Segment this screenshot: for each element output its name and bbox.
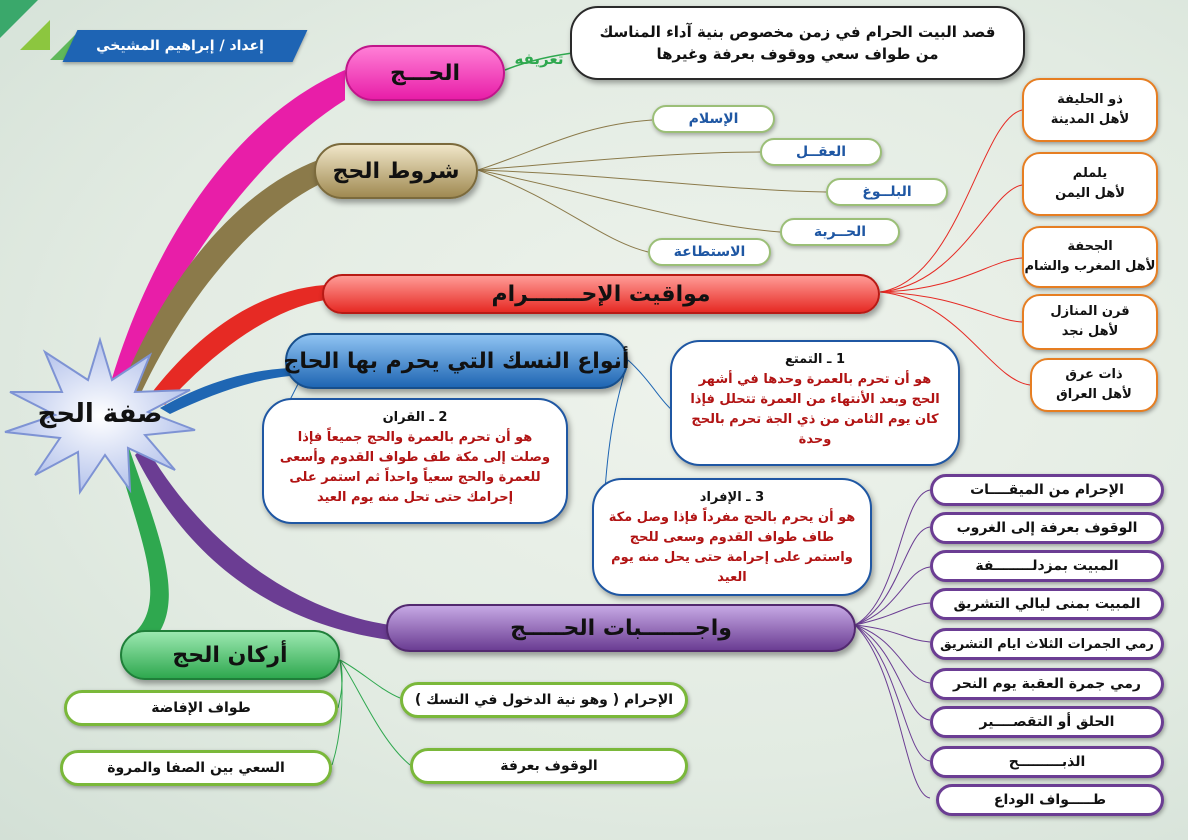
central-topic: صفة الحج (37, 399, 163, 429)
pillar-item: طواف الإفاضة (64, 690, 338, 726)
type-qiran (262, 398, 568, 524)
miqat-station (1030, 358, 1158, 412)
station-people: لأهل اليمن (1055, 186, 1125, 201)
obligation-item: المبيت بمنى ليالي التشريق (930, 588, 1164, 620)
topic-conditions: شروط الحج (314, 143, 478, 199)
station-name: ذو الحليفة (1057, 92, 1123, 107)
miqat-station (1022, 226, 1158, 288)
station-people: لأهل المدينة (1050, 112, 1130, 127)
condition-item: الإسلام (652, 105, 775, 133)
obligation-item: المبيت بمزدلــــــــفة (930, 550, 1164, 582)
type-description: هو أن تحرم بالعمرة والحج جميعاً فإذا وصلت إلى مكة طف طواف القدوم وأسعى للعمرة والحج سعياً واحداً ثم استمر على إحرامك حتى تحل منه يوم العيد (279, 430, 551, 505)
pillar-item: الوقوف بعرفة (410, 748, 688, 784)
type-ifrad (592, 478, 872, 596)
station-people: لأهل المغرب والشام (1024, 259, 1156, 274)
topic-types: أنواع النسك التي يحرم بها الحاج (285, 333, 628, 389)
obligation-item: الإحرام من الميقــــات (930, 474, 1164, 506)
miqat-station (1022, 152, 1158, 216)
type-description: هو أن تحرم بالعمرة وحدها في أشهر الحج وبعد الأنتهاء من العمرة تتحلل فإذا كان يوم الثامن من ذي الجة تحرم بالحج وحدة (690, 372, 940, 447)
topic-pillars: أركان الحج (120, 630, 340, 680)
topic-miqat: مواقيت الإحـــــــرام (322, 274, 880, 314)
station-name: قرن المنازل (1050, 304, 1130, 319)
pillar-item: الإحرام ( وهو نية الدخول في النسك ) (400, 682, 688, 718)
condition-item: الاستطاعة (648, 238, 771, 266)
obligation-item: الوقوف بعرفة إلى الغروب (930, 512, 1164, 544)
type-tamattu (670, 340, 960, 466)
pillars-connectors (332, 660, 410, 765)
definition-label: تعريفه (514, 50, 564, 68)
type-title: 1 ـ التمتع (784, 352, 846, 367)
condition-item: البلــوغ (826, 178, 948, 206)
hajj-definition: قصد البيت الحرام في زمن مخصوص بنية آداء المناسك من طواف سعي ووقوف بعرفة وغيرها (570, 6, 1025, 80)
miqat-station (1022, 294, 1158, 350)
station-people: لأهل العراق (1056, 387, 1132, 402)
type-title: 3 ـ الإفراد (699, 490, 765, 505)
type-title: 2 ـ القران (382, 410, 448, 425)
topic-obligations: واجـــــــبات الحـــــج (386, 604, 856, 652)
obligation-item: طـــــواف الوداع (936, 784, 1164, 816)
obligation-item: رمي الجمرات الثلاث ايام التشريق (930, 628, 1164, 660)
obligation-item: الحلق أو التقصــــير (930, 706, 1164, 738)
obligation-item: الذبـــــــــح (930, 746, 1164, 778)
miqat-station (1022, 78, 1158, 142)
condition-item: العقــل (760, 138, 882, 166)
station-name: يلملم (1072, 166, 1108, 181)
credit-text: إعداد / إبراهيم المشيخي (96, 38, 264, 54)
type-description: هو أن يحرم بالحج مفرداً فإذا وصل مكة طاف طواف القدوم وسعى للحج واستمر على إحرامة حتى يحل منه يوم العيد (608, 510, 856, 585)
obligation-item: رمي جمرة العقبة يوم النحر (930, 668, 1164, 700)
station-name: الجحفة (1067, 239, 1113, 254)
pillar-item: السعي بين الصفا والمروة (60, 750, 332, 786)
topic-hajj: الحـــج (345, 45, 505, 101)
condition-item: الحــرية (780, 218, 900, 246)
station-people: لأهل نجد (1061, 324, 1119, 339)
station-name: ذات عرق (1065, 367, 1123, 382)
